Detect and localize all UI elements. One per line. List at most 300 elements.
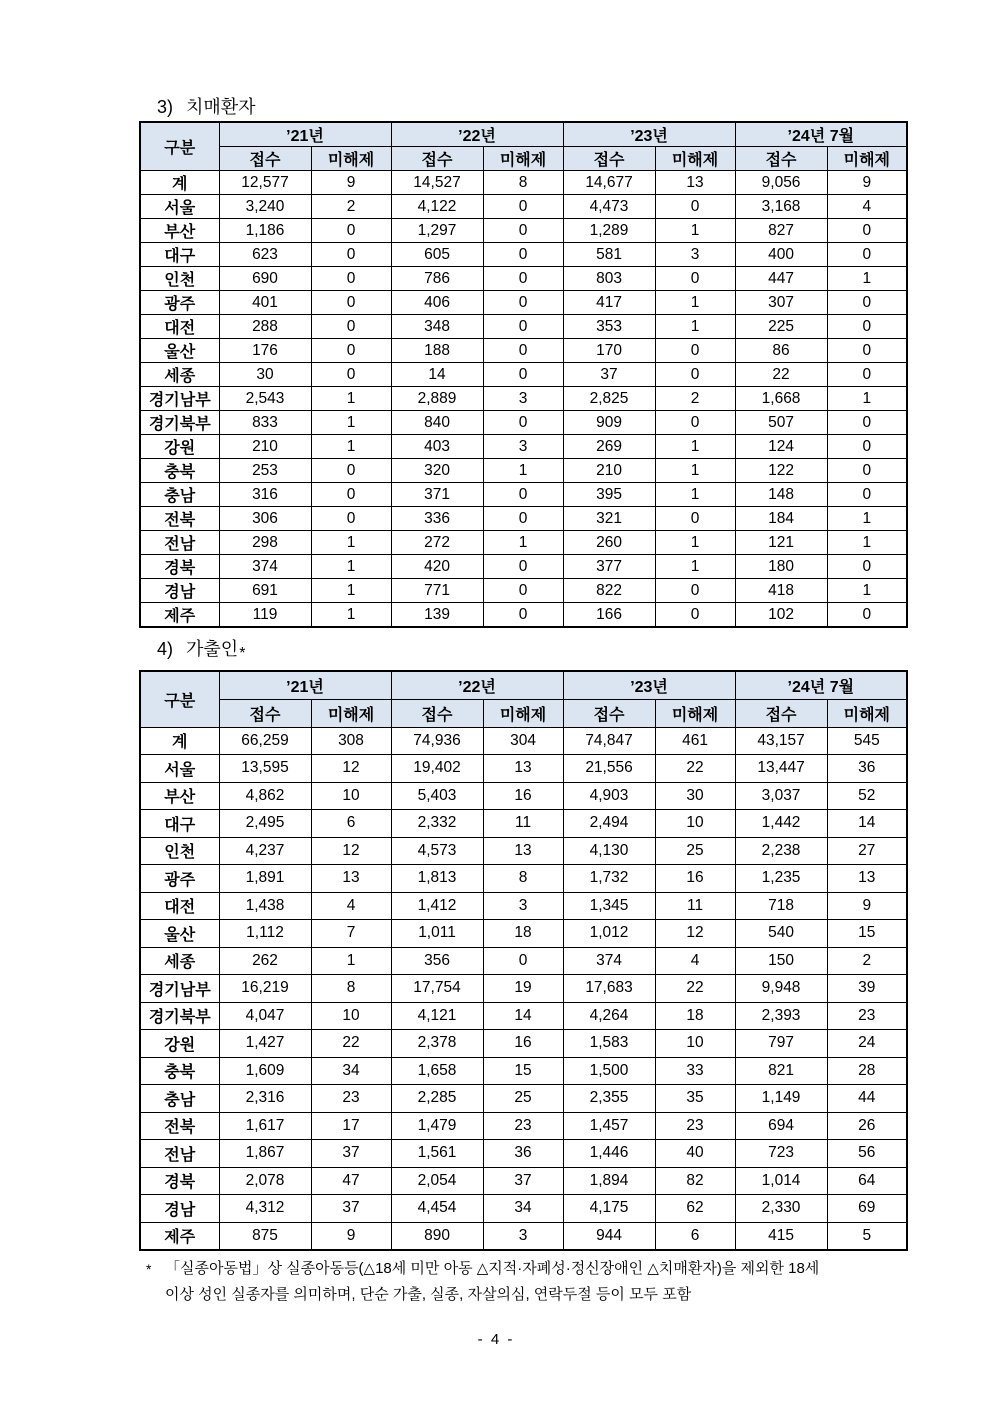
- data-cell: 225: [735, 315, 827, 339]
- data-cell: 0: [483, 363, 563, 387]
- data-cell: 3: [483, 387, 563, 411]
- row-label-cell: 세종: [140, 363, 219, 387]
- row-label-cell: 인천: [140, 837, 219, 865]
- data-cell: 377: [563, 555, 655, 579]
- data-cell: 0: [655, 339, 735, 363]
- data-cell: 56: [827, 1140, 907, 1168]
- table-row: [140, 315, 907, 339]
- data-cell: 17,754: [391, 975, 483, 1003]
- data-cell: 13: [483, 837, 563, 865]
- data-cell: 1,446: [563, 1140, 655, 1168]
- data-cell: 417: [563, 291, 655, 315]
- table-row: [140, 555, 907, 579]
- data-cell: 40: [655, 1140, 735, 1168]
- data-cell: 19: [483, 975, 563, 1003]
- data-cell: 2,495: [219, 810, 311, 838]
- data-cell: 0: [827, 603, 907, 628]
- data-cell: 25: [483, 1085, 563, 1113]
- data-cell: 52: [827, 782, 907, 810]
- section-number: 4): [157, 639, 174, 659]
- data-cell: 64: [827, 1167, 907, 1195]
- data-cell: 0: [827, 339, 907, 363]
- data-cell: 1,438: [219, 892, 311, 920]
- data-cell: 0: [827, 291, 907, 315]
- data-cell: 356: [391, 947, 483, 975]
- data-cell: 6: [311, 810, 391, 838]
- data-cell: 15: [827, 920, 907, 948]
- data-cell: 0: [483, 555, 563, 579]
- data-cell: 74,847: [563, 727, 655, 755]
- data-cell: 0: [655, 195, 735, 219]
- data-cell: 0: [827, 435, 907, 459]
- table-row: [140, 727, 907, 755]
- data-cell: 14,677: [563, 171, 655, 195]
- data-cell: 269: [563, 435, 655, 459]
- data-cell: 25: [655, 837, 735, 865]
- data-cell: 124: [735, 435, 827, 459]
- data-cell: 122: [735, 459, 827, 483]
- footnote-line-1: 「실종아동법」상 실종아동등(△18세 미만 아동 △지적·자폐성·정신장애인 △치매환자)을 제외한 18세: [165, 1260, 820, 1277]
- data-cell: 718: [735, 892, 827, 920]
- sub-header-cell: 접수: [219, 147, 311, 171]
- data-cell: 420: [391, 555, 483, 579]
- row-label-cell: 경기남부: [140, 387, 219, 411]
- data-cell: 348: [391, 315, 483, 339]
- data-cell: 0: [655, 507, 735, 531]
- data-cell: 4,047: [219, 1002, 311, 1030]
- data-cell: 16: [483, 782, 563, 810]
- data-cell: 2,543: [219, 387, 311, 411]
- data-cell: 0: [827, 363, 907, 387]
- dementia-patients-table: [139, 121, 908, 628]
- data-cell: 22: [655, 755, 735, 783]
- sub-header-cell: 미해제: [827, 699, 907, 727]
- data-cell: 0: [311, 219, 391, 243]
- data-cell: 188: [391, 339, 483, 363]
- data-cell: 3,037: [735, 782, 827, 810]
- data-cell: 1,457: [563, 1112, 655, 1140]
- table-row: [140, 291, 907, 315]
- section-number: 3): [157, 97, 174, 117]
- data-cell: 4: [311, 892, 391, 920]
- year-group-header-cell: ’22년: [391, 122, 563, 147]
- table-row: [140, 1085, 907, 1113]
- data-cell: 3: [483, 1222, 563, 1250]
- table-body: [140, 171, 907, 628]
- data-cell: 401: [219, 291, 311, 315]
- data-cell: 9,056: [735, 171, 827, 195]
- data-cell: 4: [827, 195, 907, 219]
- data-cell: 5: [827, 1222, 907, 1250]
- row-label-cell: 계: [140, 727, 219, 755]
- table-row: [140, 782, 907, 810]
- data-cell: 0: [483, 195, 563, 219]
- data-cell: 374: [219, 555, 311, 579]
- header-row-years: [140, 122, 907, 147]
- data-cell: 8: [483, 171, 563, 195]
- data-cell: 0: [827, 315, 907, 339]
- data-cell: 1: [311, 411, 391, 435]
- data-cell: 13: [827, 865, 907, 893]
- data-cell: 2,378: [391, 1030, 483, 1058]
- data-cell: 1,867: [219, 1140, 311, 1168]
- table-row: [140, 171, 907, 195]
- data-cell: 102: [735, 603, 827, 628]
- data-cell: 2,825: [563, 387, 655, 411]
- data-cell: 406: [391, 291, 483, 315]
- data-cell: 0: [827, 243, 907, 267]
- sub-header-cell: 미해제: [311, 699, 391, 727]
- data-cell: 37: [483, 1167, 563, 1195]
- table-row: [140, 1222, 907, 1250]
- data-cell: 1,427: [219, 1030, 311, 1058]
- data-cell: 1: [655, 483, 735, 507]
- corner-header-cell: 구분: [140, 122, 219, 171]
- data-cell: 150: [735, 947, 827, 975]
- table-row: [140, 975, 907, 1003]
- data-cell: 9: [827, 892, 907, 920]
- data-cell: 461: [655, 727, 735, 755]
- row-label-cell: 부산: [140, 219, 219, 243]
- data-cell: 545: [827, 727, 907, 755]
- data-cell: 18: [655, 1002, 735, 1030]
- data-cell: 34: [483, 1195, 563, 1223]
- data-cell: 0: [311, 267, 391, 291]
- data-cell: 1,561: [391, 1140, 483, 1168]
- data-cell: 1: [311, 555, 391, 579]
- data-cell: 17,683: [563, 975, 655, 1003]
- data-cell: 771: [391, 579, 483, 603]
- table-header: [140, 122, 907, 171]
- sub-header-cell: 미해제: [483, 699, 563, 727]
- table-row: [140, 243, 907, 267]
- data-cell: 3: [483, 435, 563, 459]
- row-label-cell: 충북: [140, 1057, 219, 1085]
- data-cell: 1,894: [563, 1167, 655, 1195]
- data-cell: 8: [311, 975, 391, 1003]
- data-cell: 875: [219, 1222, 311, 1250]
- data-cell: 2,332: [391, 810, 483, 838]
- row-label-cell: 전북: [140, 1112, 219, 1140]
- sub-header-cell: 미해제: [483, 147, 563, 171]
- data-cell: 1: [655, 219, 735, 243]
- data-cell: 507: [735, 411, 827, 435]
- data-cell: 166: [563, 603, 655, 628]
- row-label-cell: 대구: [140, 243, 219, 267]
- data-cell: 26: [827, 1112, 907, 1140]
- sub-header-cell: 미해제: [827, 147, 907, 171]
- table-row: [140, 1167, 907, 1195]
- data-cell: 86: [735, 339, 827, 363]
- data-cell: 13: [483, 755, 563, 783]
- table-row: [140, 1195, 907, 1223]
- data-cell: 2,238: [735, 837, 827, 865]
- data-cell: 822: [563, 579, 655, 603]
- data-cell: 400: [735, 243, 827, 267]
- data-cell: 418: [735, 579, 827, 603]
- data-cell: 1: [655, 555, 735, 579]
- data-cell: 1,012: [563, 920, 655, 948]
- data-cell: 28: [827, 1057, 907, 1085]
- data-cell: 0: [483, 947, 563, 975]
- data-cell: 415: [735, 1222, 827, 1250]
- data-cell: 4,862: [219, 782, 311, 810]
- data-cell: 1,500: [563, 1057, 655, 1085]
- data-cell: 0: [483, 411, 563, 435]
- data-cell: 298: [219, 531, 311, 555]
- page-number: - 4 -: [477, 1331, 515, 1348]
- data-cell: 4,264: [563, 1002, 655, 1030]
- data-cell: 1,583: [563, 1030, 655, 1058]
- data-cell: 1: [483, 459, 563, 483]
- row-label-cell: 계: [140, 171, 219, 195]
- table-row: [140, 865, 907, 893]
- data-cell: 0: [483, 291, 563, 315]
- row-label-cell: 인천: [140, 267, 219, 291]
- data-cell: 23: [311, 1085, 391, 1113]
- data-cell: 890: [391, 1222, 483, 1250]
- data-cell: 1: [655, 459, 735, 483]
- data-cell: 0: [311, 459, 391, 483]
- data-cell: 23: [827, 1002, 907, 1030]
- data-cell: 1: [655, 435, 735, 459]
- data-cell: 288: [219, 315, 311, 339]
- data-cell: 13,595: [219, 755, 311, 783]
- footnote-text: [165, 1256, 910, 1308]
- data-cell: 148: [735, 483, 827, 507]
- data-cell: 210: [219, 435, 311, 459]
- section-title-runaway: [157, 635, 245, 661]
- data-cell: 1: [827, 507, 907, 531]
- row-label-cell: 제주: [140, 603, 219, 628]
- data-cell: 2: [827, 947, 907, 975]
- data-cell: 1: [311, 531, 391, 555]
- year-group-header-cell: ’22년: [391, 671, 563, 699]
- data-cell: 581: [563, 243, 655, 267]
- sub-header-cell: 접수: [563, 699, 655, 727]
- data-cell: 723: [735, 1140, 827, 1168]
- table-header: [140, 671, 907, 727]
- data-cell: 11: [655, 892, 735, 920]
- data-cell: 21,556: [563, 755, 655, 783]
- data-cell: 0: [483, 507, 563, 531]
- data-cell: 0: [311, 483, 391, 507]
- data-cell: 16: [655, 865, 735, 893]
- section-title-dementia: [157, 93, 256, 119]
- data-cell: 210: [563, 459, 655, 483]
- data-cell: 15: [483, 1057, 563, 1085]
- header-row-subcolumns: [140, 147, 907, 171]
- data-cell: 121: [735, 531, 827, 555]
- data-cell: 4,473: [563, 195, 655, 219]
- data-cell: 82: [655, 1167, 735, 1195]
- data-cell: 0: [827, 459, 907, 483]
- data-cell: 1,297: [391, 219, 483, 243]
- data-cell: 180: [735, 555, 827, 579]
- row-label-cell: 경남: [140, 1195, 219, 1223]
- row-label-cell: 대전: [140, 315, 219, 339]
- sub-header-cell: 접수: [391, 699, 483, 727]
- data-cell: 30: [655, 782, 735, 810]
- row-label-cell: 충남: [140, 1085, 219, 1113]
- data-cell: 1: [827, 267, 907, 291]
- data-cell: 7: [311, 920, 391, 948]
- data-cell: 0: [655, 267, 735, 291]
- data-cell: 694: [735, 1112, 827, 1140]
- data-cell: 14: [483, 1002, 563, 1030]
- data-cell: 13: [311, 865, 391, 893]
- data-cell: 9: [827, 171, 907, 195]
- data-cell: 1,235: [735, 865, 827, 893]
- data-cell: 23: [655, 1112, 735, 1140]
- data-cell: 316: [219, 483, 311, 507]
- data-cell: 0: [311, 243, 391, 267]
- data-cell: 1,345: [563, 892, 655, 920]
- data-cell: 10: [311, 1002, 391, 1030]
- sub-header-cell: 접수: [391, 147, 483, 171]
- row-label-cell: 경북: [140, 1167, 219, 1195]
- data-cell: 3: [655, 243, 735, 267]
- data-cell: 272: [391, 531, 483, 555]
- data-cell: 37: [311, 1195, 391, 1223]
- data-cell: 623: [219, 243, 311, 267]
- data-cell: 304: [483, 727, 563, 755]
- data-cell: 909: [563, 411, 655, 435]
- runaway-persons-table: [139, 670, 908, 1251]
- data-cell: 30: [219, 363, 311, 387]
- data-cell: 395: [563, 483, 655, 507]
- data-cell: 10: [655, 810, 735, 838]
- section-title-text: 가출인: [186, 639, 239, 659]
- row-label-cell: 경기북부: [140, 411, 219, 435]
- row-label-cell: 부산: [140, 782, 219, 810]
- data-cell: 4: [655, 947, 735, 975]
- data-cell: 336: [391, 507, 483, 531]
- data-cell: 447: [735, 267, 827, 291]
- row-label-cell: 강원: [140, 435, 219, 459]
- header-row-years: [140, 671, 907, 699]
- data-cell: 1,442: [735, 810, 827, 838]
- table-row: [140, 459, 907, 483]
- data-cell: 2,494: [563, 810, 655, 838]
- data-cell: 4,122: [391, 195, 483, 219]
- data-cell: 62: [655, 1195, 735, 1223]
- data-cell: 37: [311, 1140, 391, 1168]
- data-cell: 2,316: [219, 1085, 311, 1113]
- data-cell: 2: [655, 387, 735, 411]
- data-cell: 2,054: [391, 1167, 483, 1195]
- data-cell: 306: [219, 507, 311, 531]
- row-label-cell: 경남: [140, 579, 219, 603]
- row-label-cell: 세종: [140, 947, 219, 975]
- data-cell: 0: [655, 363, 735, 387]
- data-cell: 4,573: [391, 837, 483, 865]
- data-cell: 14: [827, 810, 907, 838]
- data-cell: 35: [655, 1085, 735, 1113]
- data-cell: 260: [563, 531, 655, 555]
- data-cell: 540: [735, 920, 827, 948]
- table-row: [140, 1112, 907, 1140]
- row-label-cell: 강원: [140, 1030, 219, 1058]
- data-cell: 4,175: [563, 1195, 655, 1223]
- data-cell: 4,121: [391, 1002, 483, 1030]
- table-row: [140, 579, 907, 603]
- data-cell: 10: [655, 1030, 735, 1058]
- data-cell: 1,732: [563, 865, 655, 893]
- data-cell: 1: [827, 579, 907, 603]
- year-group-header-cell: ’21년: [219, 122, 391, 147]
- table-row: [140, 892, 907, 920]
- data-cell: 74,936: [391, 727, 483, 755]
- data-cell: 36: [827, 755, 907, 783]
- data-cell: 170: [563, 339, 655, 363]
- row-label-cell: 울산: [140, 920, 219, 948]
- table-row: [140, 947, 907, 975]
- data-cell: 13,447: [735, 755, 827, 783]
- footnote-marker: *: [146, 1261, 152, 1277]
- data-cell: 0: [655, 411, 735, 435]
- sub-header-cell: 접수: [219, 699, 311, 727]
- data-cell: 0: [483, 579, 563, 603]
- table-row: [140, 339, 907, 363]
- data-cell: 3,240: [219, 195, 311, 219]
- data-cell: 1: [311, 435, 391, 459]
- footnote-line-2: 이상 성인 실종자를 의미하며, 단순 가출, 실종, 자살의심, 연락두절 등이 모두 포함: [165, 1286, 692, 1303]
- data-cell: 14: [391, 363, 483, 387]
- row-label-cell: 충남: [140, 483, 219, 507]
- row-label-cell: 전남: [140, 1140, 219, 1168]
- data-cell: 119: [219, 603, 311, 628]
- table-row: [140, 531, 907, 555]
- data-cell: 14,527: [391, 171, 483, 195]
- data-cell: 786: [391, 267, 483, 291]
- data-cell: 1: [827, 531, 907, 555]
- data-cell: 9: [311, 1222, 391, 1250]
- data-cell: 0: [311, 291, 391, 315]
- data-cell: 19,402: [391, 755, 483, 783]
- data-cell: 16: [483, 1030, 563, 1058]
- row-label-cell: 제주: [140, 1222, 219, 1250]
- data-cell: 1,609: [219, 1057, 311, 1085]
- data-cell: 0: [483, 243, 563, 267]
- data-cell: 22: [311, 1030, 391, 1058]
- data-cell: 23: [483, 1112, 563, 1140]
- year-group-header-cell: ’24년 7월: [735, 122, 907, 147]
- data-cell: 1,112: [219, 920, 311, 948]
- data-cell: 16,219: [219, 975, 311, 1003]
- footnote-reference-star: *: [239, 645, 246, 662]
- data-cell: 1,149: [735, 1085, 827, 1113]
- data-cell: 176: [219, 339, 311, 363]
- data-cell: 43,157: [735, 727, 827, 755]
- data-cell: 1,186: [219, 219, 311, 243]
- row-label-cell: 서울: [140, 195, 219, 219]
- sub-header-cell: 미해제: [655, 699, 735, 727]
- data-cell: 0: [483, 315, 563, 339]
- sub-header-cell: 접수: [735, 147, 827, 171]
- data-cell: 33: [655, 1057, 735, 1085]
- data-cell: 34: [311, 1057, 391, 1085]
- table-row: [140, 920, 907, 948]
- data-cell: 0: [827, 483, 907, 507]
- table-row: [140, 483, 907, 507]
- data-cell: 0: [655, 579, 735, 603]
- data-cell: 18: [483, 920, 563, 948]
- data-cell: 5,403: [391, 782, 483, 810]
- data-cell: 0: [311, 363, 391, 387]
- data-cell: 0: [311, 507, 391, 531]
- data-cell: 24: [827, 1030, 907, 1058]
